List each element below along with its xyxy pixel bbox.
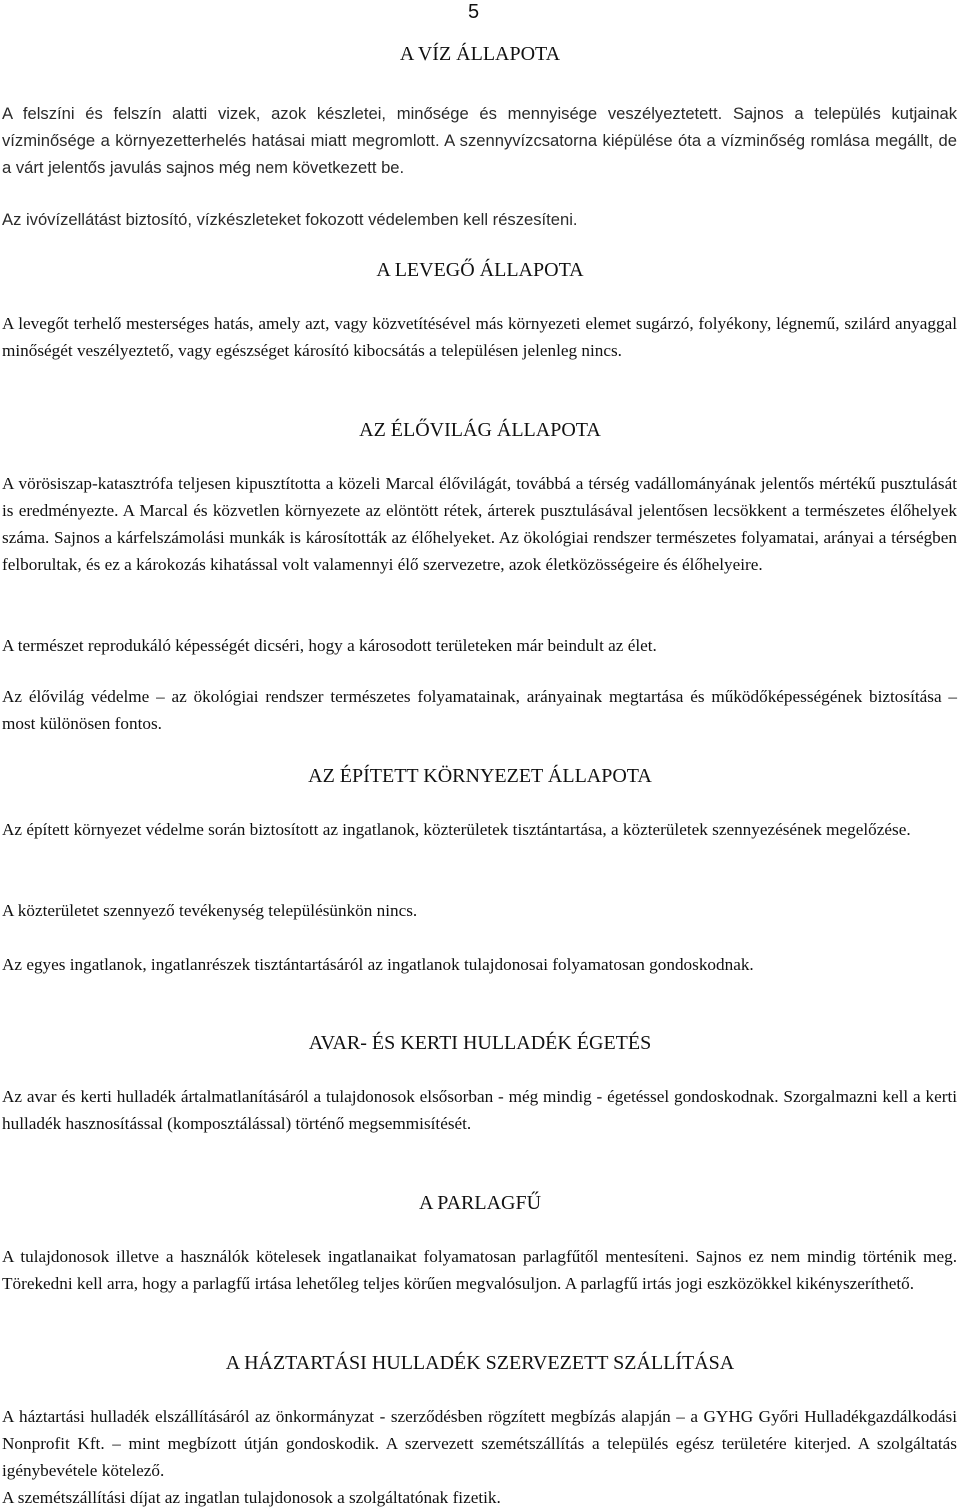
page-number: 5 xyxy=(468,1,480,23)
wildlife-paragraph-3: Az élővilág védelme – az ökológiai rendszer természetes folyamatainak, arányainak megtartása és működőképességének biztosítása – most különösen fontos. xyxy=(2,687,957,733)
water-paragraph-2: Az ivóvízellátást biztosító, vízkészleteket fokozott védelemben kell részesíteni. xyxy=(2,210,578,229)
household-waste-paragraph-2: A szemétszállítási díjat az ingatlan tulajdonosok a szolgáltatónak fizetik. xyxy=(2,1488,501,1507)
heading-built-environment: AZ ÉPÍTETT KÖRNYEZET ÁLLAPOTA xyxy=(308,765,652,787)
air-paragraph-1: A levegőt terhelő mesterséges hatás, amely azt, vagy közvetítésével más környezeti elemet sugárzó, folyékony, légnemű, szilárd anyaggal minőségét veszélyeztető, vagy egészséget károsító kibocsátás a településen jelenleg nincs. xyxy=(2,314,957,360)
heading-water: A VÍZ ÁLLAPOTA xyxy=(399,43,561,65)
built-paragraph-1: Az épített környezet védelme során biztosított az ingatlanok, közterületek tisztántartása, a közterületek szennyezésének megelőzése. xyxy=(2,820,911,839)
built-paragraph-3: Az egyes ingatlanok, ingatlanrészek tisztántartásáról az ingatlanok tulajdonosai folyamatosan gondoskodnak. xyxy=(2,955,754,974)
wildlife-paragraph-2: A természet reprodukáló képességét dicséri, hogy a károsodott területeken már beindult az élet. xyxy=(2,636,657,655)
water-paragraph-1: A felszíni és felszín alatti vizek, azok készletei, minősége és mennyisége veszélyeztetett. Sajnos a település kutjainak vízminősége a környezetterhelés hatásai miatt megromlott. A szennyvízcsatorna kiépülése óta a vízminőség romlása megállt, de a várt jelentős javulás sajnos még nem következett be. xyxy=(2,104,957,177)
wildlife-paragraph-1: A vörösiszap-katasztrófa teljesen kipusztította a közeli Marcal élővilágát, továbbá a térség vadállományának jelentős mértékű pusztulását is eredményezte. A Marcal és közvetlen környezete az elöntött rétek, árterek pusztulásával jelentősen lecsökkent a természetes élőhelyek száma. Sajnos a kárfelszámolási munkák is károsították az élőhelyeket. Az ökológiai rendszer természetes folyamatai, arányai a térségben felborultak, és ez a károkozás kihatással volt valamennyi élő szervezetre, azok életközösségeire és élőhelyeire. xyxy=(2,474,957,574)
heading-garden-waste: AVAR- ÉS KERTI HULLADÉK ÉGETÉS xyxy=(308,1032,652,1054)
household-waste-paragraph-1: A háztartási hulladék elszállításáról az önkormányzat - szerződésben rögzített megbízás alapján – a GYHG Győri Hulladékgazdálkodási Nonprofit Kft. – mint megbízott útján gondoskodik. A szervezett szemétszállítás a település egész területére kiterjed. A szolgáltatás igénybevétele kötelező. xyxy=(2,1407,957,1480)
garden-waste-paragraph-1: Az avar és kerti hulladék ártalmatlanításáról a tulajdonosok elsősorban - még mindig - égetéssel gondoskodnak. Szorgalmazni kell a kerti hulladék hasznosítással (komposztálással) történő megsemmisítését. xyxy=(2,1087,957,1133)
heading-household-waste: A HÁZTARTÁSI HULLADÉK SZERVEZETT SZÁLLÍTÁSA xyxy=(225,1352,735,1374)
heading-ragweed: A PARLAGFŰ xyxy=(418,1192,542,1214)
heading-air: A LEVEGŐ ÁLLAPOTA xyxy=(376,259,584,281)
ragweed-paragraph-1: A tulajdonosok illetve a használók kötelesek ingatlanaikat folyamatosan parlagfűtől mentesíteni. Sajnos ez nem mindig történik meg. Törekedni kell arra, hogy a parlagfű irtása lehetőleg teljes körűen megvalósuljon. A parlagfű irtás jogi eszközökkel kikényszeríthető. xyxy=(2,1247,957,1293)
heading-wildlife: AZ ÉLŐVILÁG ÁLLAPOTA xyxy=(359,419,601,441)
built-paragraph-2: A közterületet szennyező tevékenység településünkön nincs. xyxy=(2,901,418,920)
